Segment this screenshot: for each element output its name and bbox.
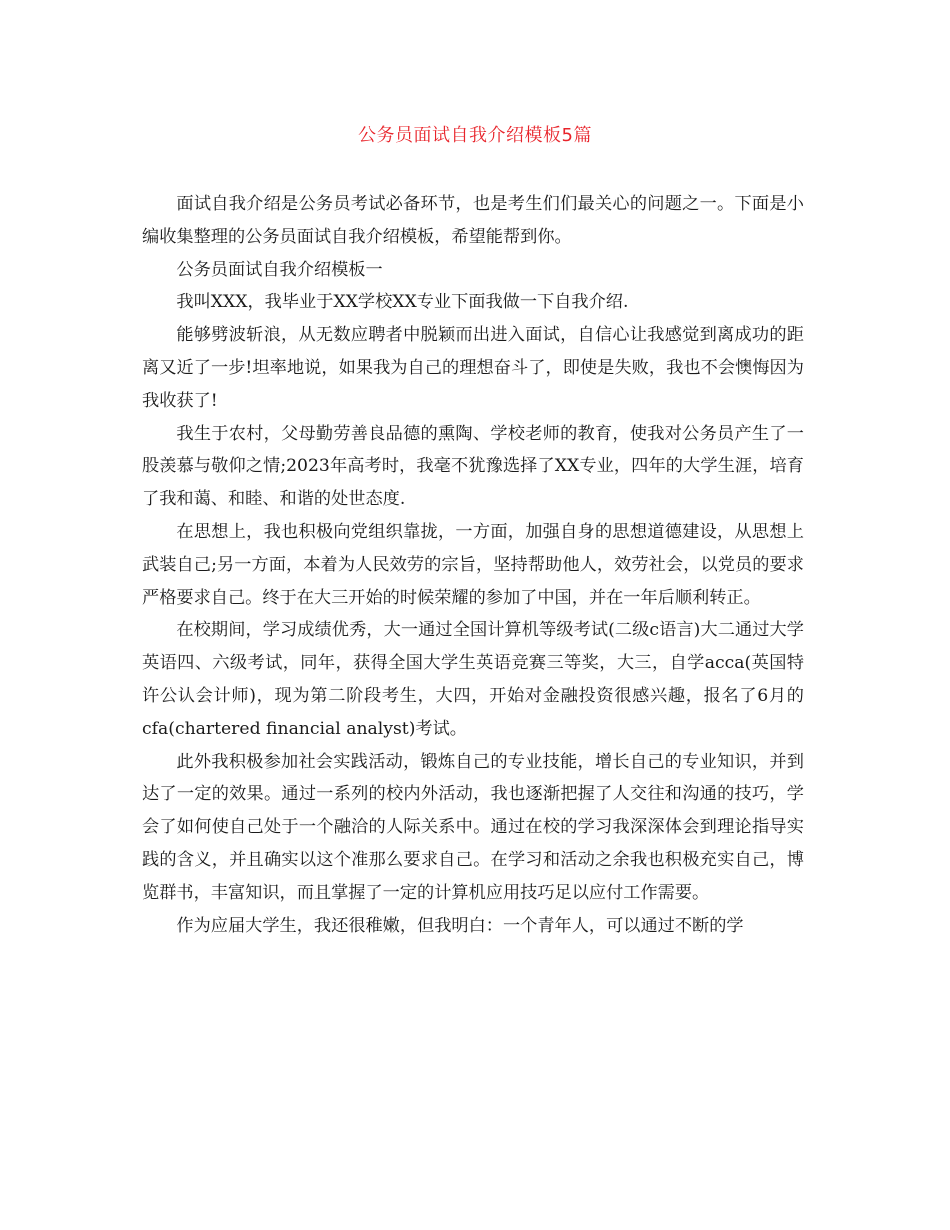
paragraph-practice: 此外我积极参加社会实践活动，锻炼自己的专业技能，增长自己的专业知识，并到达了一定的效果。通过一系列的校内外活动，我也逐渐把握了人交往和沟通的技巧，学会了如何使自己处于一个融洽的人际关系中。通过在校的学习我深深体会到理论指导实践的含义，并且确实以这个准那么要求自己。在学习和活动之余我也积极充实自己，博览群书，丰富知识，而且掌握了一定的计算机应用技巧足以应付工作需要。	[142, 751, 804, 903]
paragraph-intro: 面试自我介绍是公务员考试必备环节，也是考生们们最关心的问题之一。下面是小编收集整理的公务员面试自我介绍模板，希望能帮到你。	[142, 194, 804, 247]
paragraph-ideology: 在思想上，我也积极向党组织靠拢，一方面，加强自身的思想道德建设，从思想上武装自己;另一方面，本着为人民效劳的宗旨，坚持帮助他人，效劳社会，以党员的要求严格要求自己。终于在大三开始的时候荣耀的参加了中国，并在一年后顺利转正。	[142, 521, 804, 608]
document-title: 公务员面试自我介绍模板5篇	[358, 125, 592, 146]
document-body	[142, 188, 804, 942]
paragraph-closing: 作为应届大学生，我还很稚嫩，但我明白：一个青年人，可以通过不断的学	[176, 915, 744, 936]
paragraph-background: 我生于农村，父母勤劳善良品德的熏陶、学校老师的教育，使我对公务员产生了一股羡慕与敬仰之情;2023年高考时，我毫不犹豫选择了XX专业，四年的大学生涯，培育了我和蔼、和睦、和谐的处世态度.	[142, 423, 804, 510]
paragraph-name: 我叫XXX，我毕业于XX学校XX专业下面我做一下自我介绍.	[176, 292, 629, 313]
paragraph-confidence: 能够劈波斩浪，从无数应聘者中脱颖而出进入面试，自信心让我感觉到离成功的距离又近了一步!坦率地说，如果我为自己的理想奋斗了，即使是失败，我也不会懊悔因为我收获了!	[142, 325, 804, 411]
section-heading-template-one: 公务员面试自我介绍模板一	[176, 259, 383, 280]
paragraph-studies: 在校期间，学习成绩优秀，大一通过全国计算机等级考试(二级c语言)大二通过大学英语四、六级考试，同年，获得全国大学生英语竞赛三等奖，大三，自学acca(英国特许公认会计师)，现为第二阶段考生，大四，开始对金融投资很感兴趣，报名了6月的cfa(chartered financial analyst)考试。	[142, 620, 804, 739]
